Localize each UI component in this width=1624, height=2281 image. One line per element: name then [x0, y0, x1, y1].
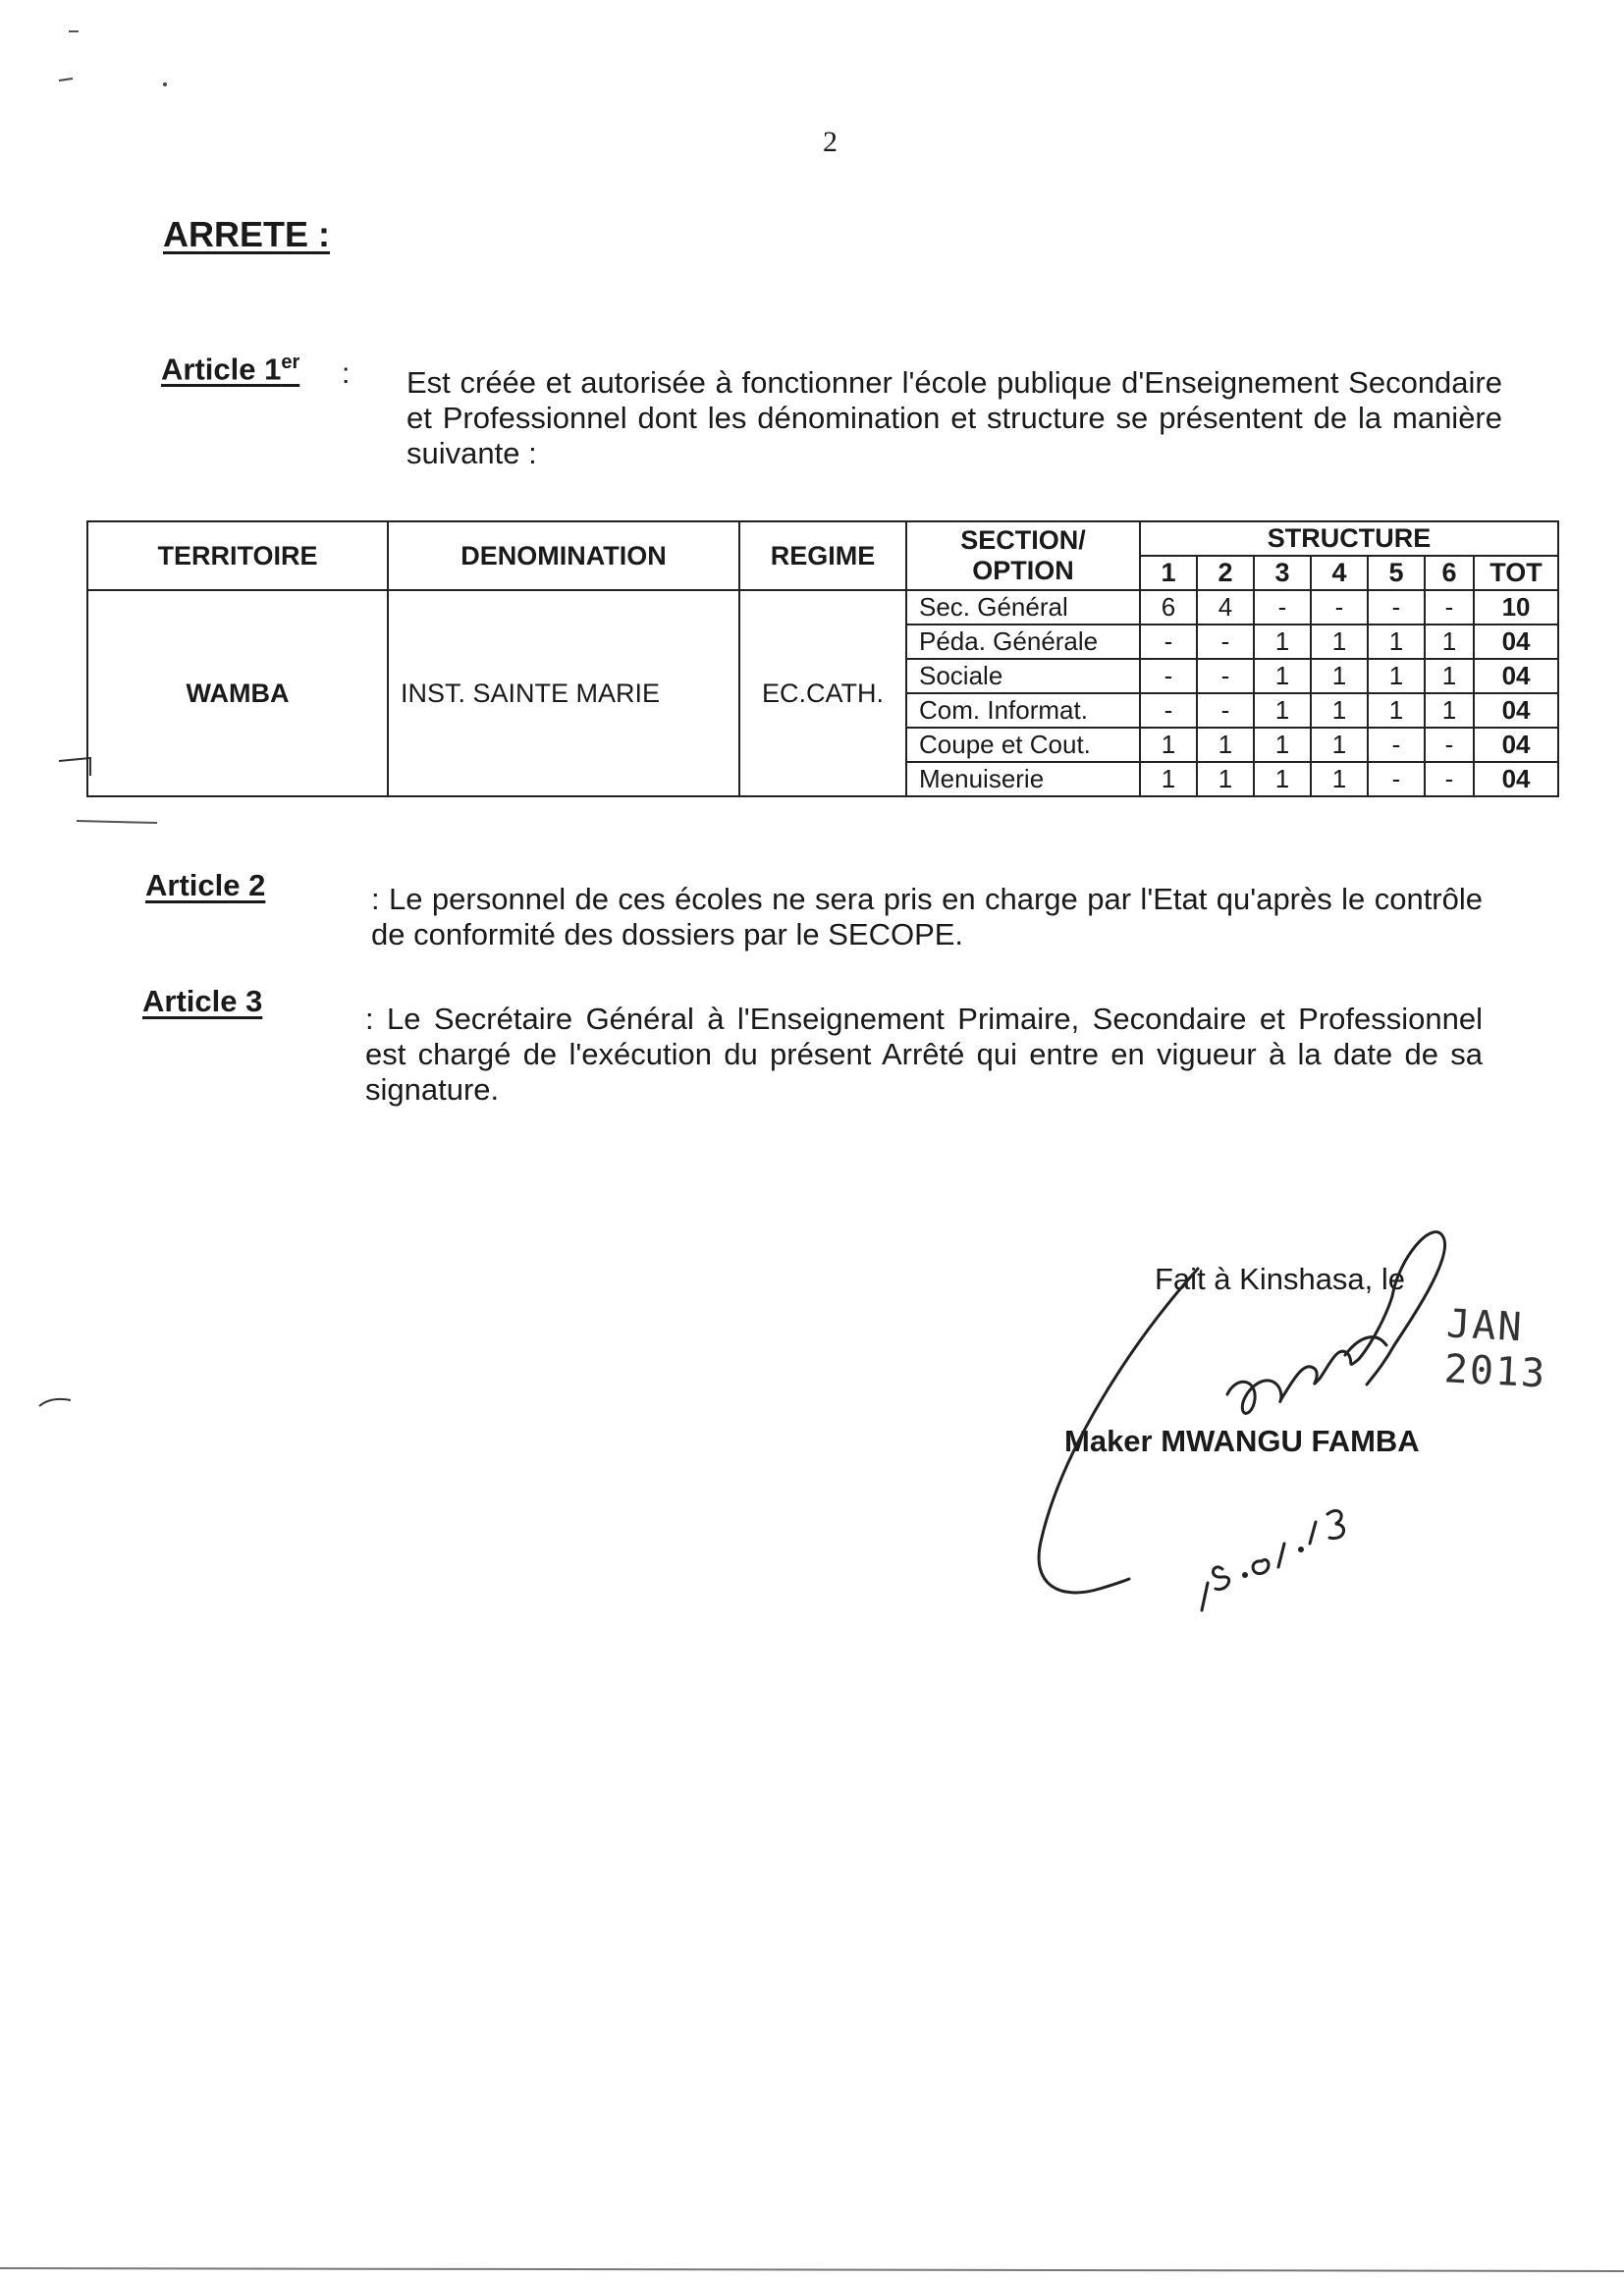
article-2-text: : Le personnel de ces écoles ne sera pris en charge par l'Etat qu'après le contrôle de conformité des dossiers par le SECOPE. [371, 882, 1483, 951]
school-structure-table [86, 520, 1559, 797]
article-3-label: Article 3 [142, 984, 263, 1018]
header-year: 5 [1368, 556, 1425, 590]
cell-year-value: - [1140, 625, 1197, 659]
cell-total: 04 [1474, 659, 1558, 693]
cell-year-value: 1 [1140, 728, 1197, 762]
cell-year-value: - [1425, 728, 1474, 762]
header-year: 3 [1254, 556, 1311, 590]
article-3-text: : Le Secrétaire Général à l'Enseignement Primaire, Secondaire et Professionnel est chargé de l'exécution du présent Arrêté qui entre en vigueur à la date de sa signature. [365, 1002, 1483, 1107]
header-regime: REGIME [739, 521, 906, 590]
cell-year-value: 1 [1368, 693, 1425, 728]
cell-year-value: - [1197, 693, 1254, 728]
cell-year-value: 1 [1311, 728, 1368, 762]
cell-year-value: 4 [1197, 590, 1254, 625]
table-row [87, 590, 1558, 625]
signature-place: Fait à Kinshasa, le [1155, 1262, 1406, 1296]
cell-year-value: 1 [1254, 659, 1311, 693]
cell-year-value: 1 [1197, 762, 1254, 796]
cell-option: Sec. Général [906, 590, 1140, 625]
cell-year-value: - [1197, 625, 1254, 659]
cell-year-value: - [1311, 590, 1368, 625]
article-1-label [161, 352, 299, 387]
cell-option: Coupe et Cout. [906, 728, 1140, 762]
cell-year-value: 1 [1197, 728, 1254, 762]
header-year: 1 [1140, 556, 1197, 590]
decree-heading: ARRETE : [163, 214, 330, 254]
cell-year-value: - [1368, 762, 1425, 796]
cell-year-value: 1 [1311, 625, 1368, 659]
cell-year-value: 1 [1311, 659, 1368, 693]
header-section-option [906, 521, 1140, 590]
cell-total: 04 [1474, 693, 1558, 728]
cell-option: Com. Informat. [906, 693, 1140, 728]
header-structure: STRUCTURE [1140, 521, 1558, 556]
cell-year-value: 1 [1368, 659, 1425, 693]
signer-name: Maker MWANGU FAMBA [1064, 1424, 1420, 1458]
cell-year-value: - [1140, 659, 1197, 693]
header-denomination: DENOMINATION [388, 521, 739, 590]
cell-year-value: - [1140, 693, 1197, 728]
cell-regime: EC.CATH. [739, 590, 906, 796]
cell-year-value: - [1254, 590, 1311, 625]
article-1-label-text: Article 1 [161, 352, 282, 387]
cell-total: 04 [1474, 625, 1558, 659]
cell-year-value: 1 [1425, 693, 1474, 728]
article-1-text: Est créée et autorisée à fonctionner l'école publique d'Enseignement Secondaire et Professionnel dont les dénomination et structure se présentent de la manière suivante : [406, 365, 1502, 470]
page-number: 2 [823, 126, 838, 158]
cell-total: 04 [1474, 762, 1558, 796]
cell-year-value: 1 [1254, 728, 1311, 762]
cell-total: 04 [1474, 728, 1558, 762]
cell-year-value: 1 [1368, 625, 1425, 659]
cell-year-value: 1 [1311, 693, 1368, 728]
header-territoire: TERRITOIRE [87, 521, 388, 590]
header-total: TOT [1474, 556, 1558, 590]
header-year: 4 [1311, 556, 1368, 590]
header-year: 2 [1197, 556, 1254, 590]
cell-year-value: - [1425, 590, 1474, 625]
cell-year-value: - [1368, 590, 1425, 625]
article-1-label-sup: er [281, 352, 300, 373]
cell-option: Péda. Générale [906, 625, 1140, 659]
cell-year-value: - [1197, 659, 1254, 693]
cell-year-value: 1 [1140, 762, 1197, 796]
cell-year-value: - [1425, 762, 1474, 796]
header-section: SECTION/ [960, 525, 1086, 555]
cell-year-value: - [1368, 728, 1425, 762]
article-2-label: Article 2 [145, 868, 266, 902]
cell-year-value: 1 [1311, 762, 1368, 796]
cell-option: Menuiserie [906, 762, 1140, 796]
date-stamp: JAN 2013 [1442, 1301, 1548, 1397]
cell-denomination: INST. SAINTE MARIE [388, 590, 739, 796]
cell-year-value: 6 [1140, 590, 1197, 625]
cell-year-value: 1 [1254, 762, 1311, 796]
cell-year-value: 1 [1254, 693, 1311, 728]
cell-option: Sociale [906, 659, 1140, 693]
cell-year-value: 1 [1425, 625, 1474, 659]
cell-total: 10 [1474, 590, 1558, 625]
cell-territoire: WAMBA [87, 590, 388, 796]
header-year: 6 [1425, 556, 1474, 590]
handwritten-signature [1021, 1198, 1571, 1630]
cell-year-value: 1 [1254, 625, 1311, 659]
cell-year-value: 1 [1425, 659, 1474, 693]
article-1-colon: : [342, 357, 351, 390]
header-option: OPTION [972, 556, 1074, 585]
